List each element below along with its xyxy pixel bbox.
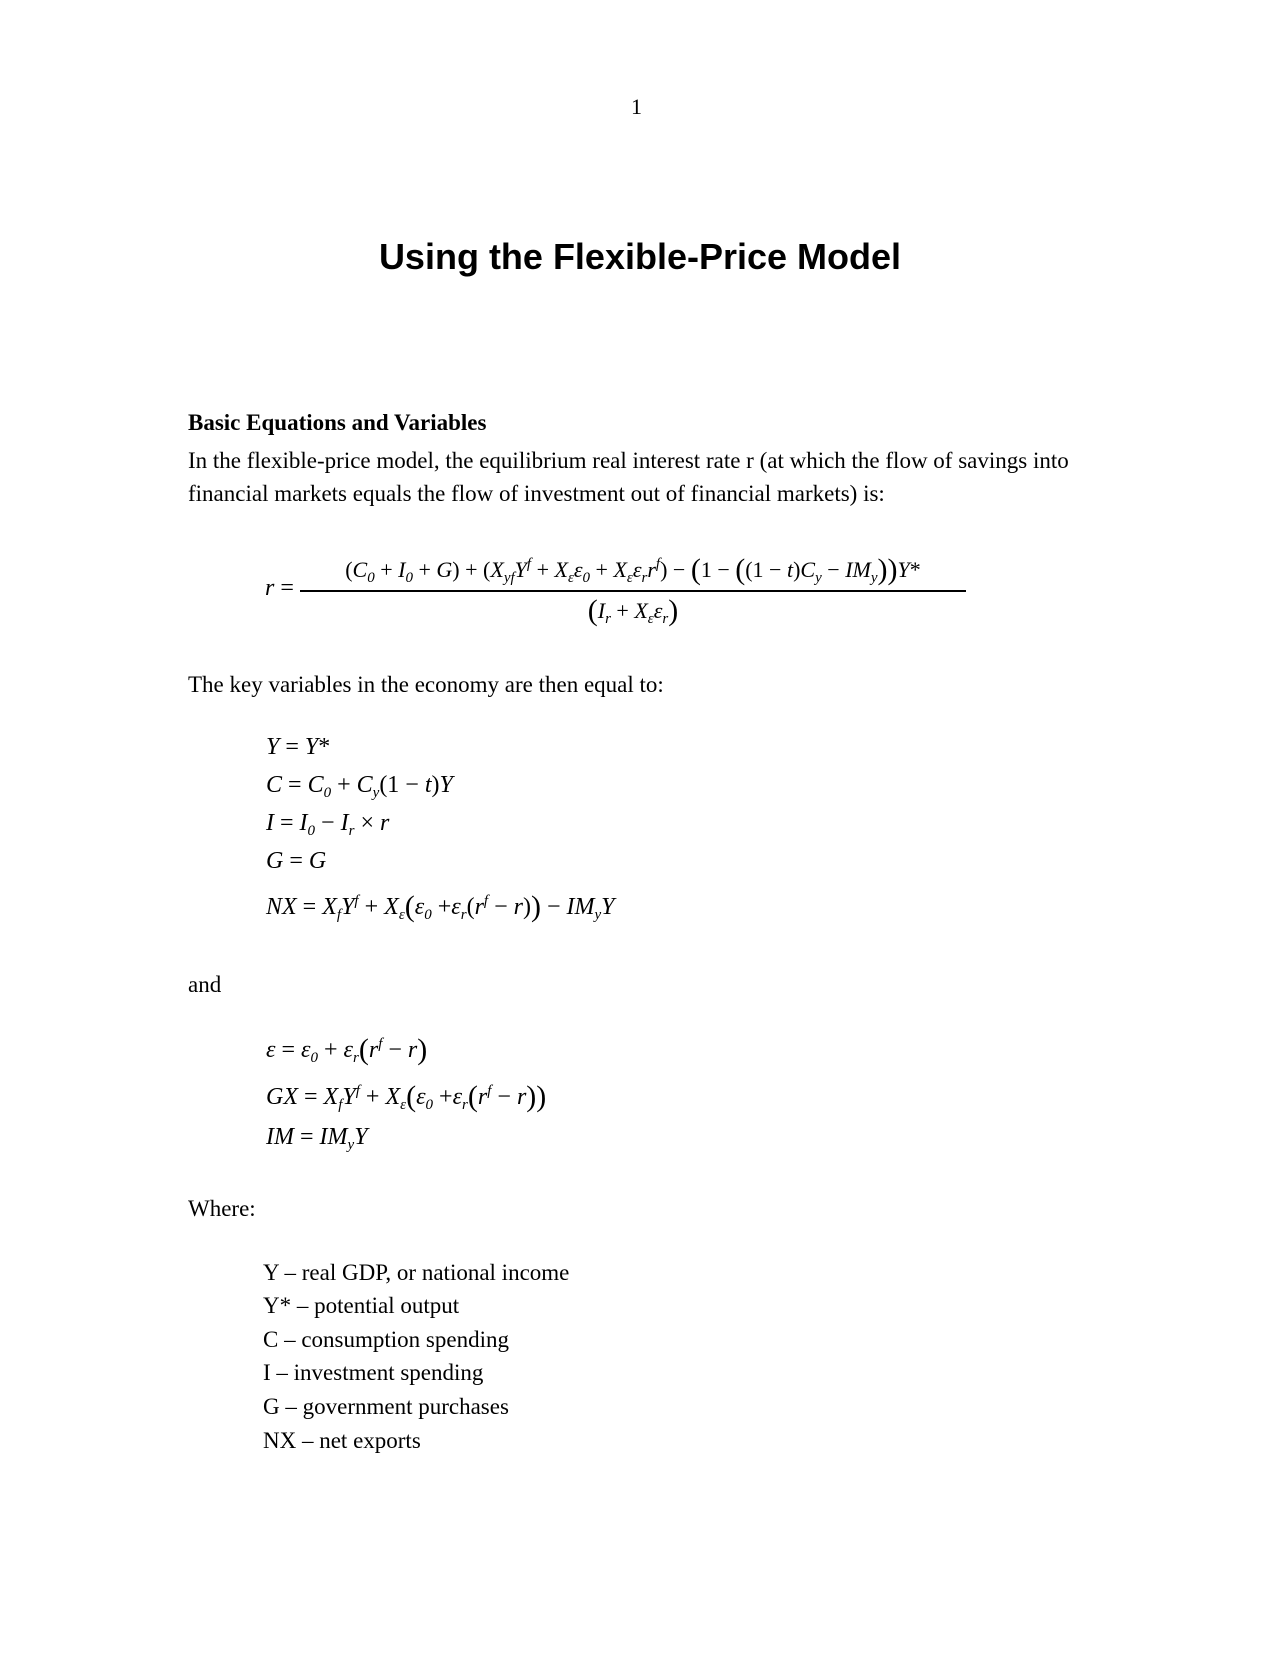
intro-paragraph: In the flexible-price model, the equilibrium real interest rate r (at which the flow of savings into financial markets equals the flow of investment out of financial markets) is: [188,448,1069,506]
equation-exchange-rate: $\varepsilon = \varepsilon_0 + \varepsilon_r(r^f - r)$ [266,1033,428,1066]
equation-investment: $I = I_0 - I_r \times r$ [266,810,390,839]
equation-lhs: r = [265,575,294,601]
definition-item: C – consumption spending [263,1327,509,1352]
equation-gross-exports: GX = $X_fY^f + X_\varepsilon(\varepsilon_0 +\varepsilon_r(r^f - r))$ [266,1080,547,1113]
equation-output: Y = Y* [266,734,331,760]
definition-item: Y – real GDP, or national income [263,1260,570,1285]
equation-net-exports: NX = $X_fY^f + X_\varepsilon(\varepsilon_0 +\varepsilon_r(r^f - r)) - IM_yY$ [266,890,615,923]
page-title: Using the Flexible-Price Model [378,236,902,277]
definition-item: G – government purchases [263,1394,509,1419]
definition-item: Y* – potential output [263,1293,460,1318]
and-text: and [188,972,222,997]
fraction-bar [300,590,966,592]
equation-denominator: $(I_r + X_\varepsilon\varepsilon_r)$ [587,594,679,627]
definition-item: NX – net exports [263,1428,421,1453]
equation-government: G = G [266,848,327,874]
equation-numerator: $(C_0 + I_0 + G) + (X_{yf}Y^f + X_\varepsilon\varepsilon_0 + X_\varepsilon\varepsilon_rr^f) - (1 - ((1 - t)C_y - IM_y))Y*$ [345,553,921,586]
where-text: Where: [188,1196,256,1221]
equation-imports: IM = $IM_yY$ [266,1124,368,1153]
equation-consumption: $C = C_0 + C_y(1 - t)Y$ [266,772,453,801]
definition-item: I – investment spending [263,1360,484,1385]
key-variables-intro: The key variables in the economy are then equal to: [188,672,664,697]
page-number: 1 [631,94,642,119]
section-heading: Basic Equations and Variables [188,410,487,435]
